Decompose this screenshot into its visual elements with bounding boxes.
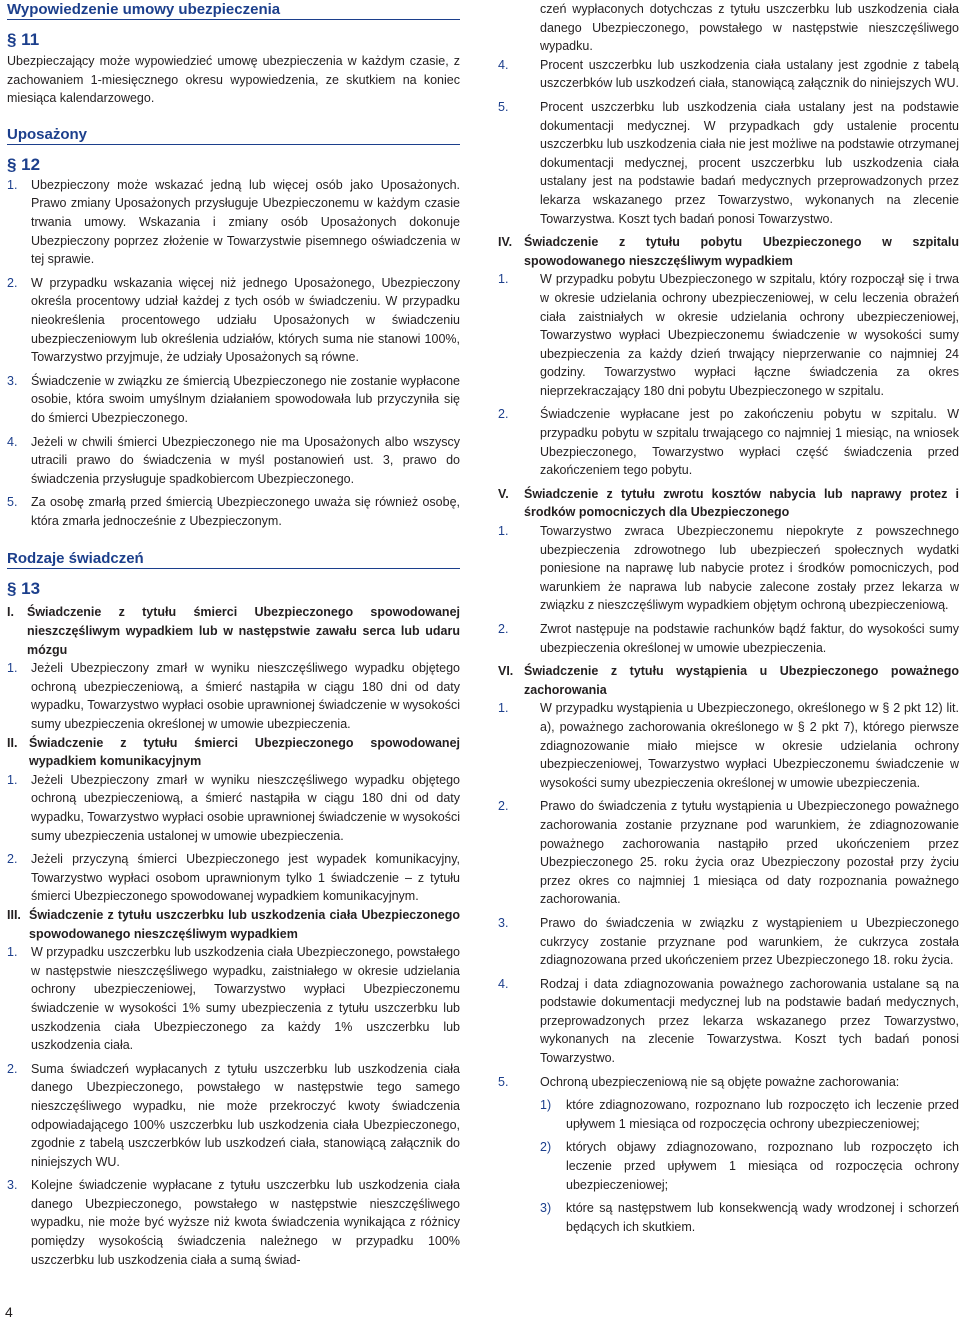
sub-list-item-number: 3): [540, 1201, 552, 1216]
list-item: [498, 1073, 959, 1092]
list-item-number: 2.: [7, 1061, 18, 1076]
list-item: [498, 56, 959, 93]
list-item-text: czeń wypłaconych dotychczas z tytułu uszczerbku lub uszkodzenia ciała danego Ubezpieczonego, powstałego w następstwie nieszczęśliwego wypadku.: [540, 2, 959, 54]
list-item-number: 2.: [498, 622, 509, 636]
list-item-text: Jeżeli Ubezpieczony zmarł w wyniku nieszczęśliwego wypadku objętego ochroną ubezpieczeniową, a śmierć nastąpiła w ciągu 180 dni od daty wypadku, Towarzystwo wypłaci osobie uprawnionej świadczenie w wysokości sumy ubezpieczenia ustalonej w umowie ubezpieczenia.: [31, 772, 460, 843]
subsection-title: Świadczenie z tytułu wystąpienia u Ubezpieczonego poważnego zachorowania: [524, 664, 959, 697]
subsection-heading: [7, 603, 460, 659]
numbered-list: [498, 270, 959, 480]
subsection-heading: [498, 485, 959, 522]
list-item-text: Rodzaj i data zdiagnozowania poważnego zachorowania ustalane są na podstawie dokumentacji medycznej lub na podstawie badań medycznych, przeprowadzonych przez lekarza wskazanego przez Towarzystwo, wykonanych na zlecenie Towarzystwa. Koszt tych badań ponosi Towarzystwo.: [540, 976, 959, 1066]
right-column: [498, 0, 959, 1236]
numbered-list: [498, 699, 959, 1091]
numbered-list: [7, 771, 460, 906]
list-item-number: 3.: [7, 1178, 18, 1193]
list-item-text: Świadczenie w związku ze śmiercią Ubezpieczonego nie zostanie wypłacone osobie, która swoim umyślnym działaniem spowodowała lub przyczyniła się do śmierci Ubezpieczonego.: [31, 373, 460, 425]
numbered-list: [7, 176, 460, 531]
subsection-title: Świadczenie z tytułu śmierci Ubezpieczonego spowodowanej nieszczęśliwym wypadkiem lub w następstwie zawału serca lub udaru mózgu: [27, 605, 460, 657]
list-item-number: 2.: [498, 407, 509, 422]
sub-list: [498, 1096, 959, 1236]
list-item-number: 2.: [7, 852, 18, 867]
left-column: [7, 0, 460, 1269]
list-item-text: Prawo do świadczenia w związku z wystąpieniem u Ubezpieczonego cukrzycy zostanie przyznane pod warunkiem, że cukrzyca została zdiagnozowana przed ukończeniem przez Ubezpieczonego 18. roku życia.: [540, 915, 959, 968]
list-item-text: Jeżeli przyczyną śmierci Ubezpieczonego jest wypadek komunikacyjny, Towarzystwo wypłaci osobom uprawnionym tylko 1 świadczenie – z tytułu śmierci Ubezpieczonego spowodowanej wypadkiem komunikacyjnym.: [31, 852, 460, 904]
sub-list-item-number: 2): [540, 1140, 552, 1155]
list-item-number: 1.: [498, 272, 509, 287]
list-item-number: 5.: [498, 99, 509, 114]
list-item-number: 2.: [7, 275, 18, 290]
sub-list-item: [540, 1096, 959, 1133]
roman-numeral: II.: [7, 735, 18, 750]
list-item-text: Zwrot następuje na podstawie rachunków bądź faktur, do wysokości sumy ubezpieczenia określonej w umowie ubezpieczenia.: [540, 622, 959, 655]
list-item-text: Kolejne świadczenie wypłacane z tytułu uszczerbku lub uszkodzenia ciała danego Ubezpieczonego, powstałego w następstwie nieszczęśliwego wypadku, nie może być wyższe niż kwota świadczenia wynikająca z różnicy pomiędzy wysokością świadczenia należnego w przypadku 100% uszczerbku lub uszkodzenia ciała a sumą świad-: [31, 1178, 460, 1267]
list-item-text: W przypadku pobytu Ubezpieczonego w szpitalu, który rozpoczął się i trwa w okresie udzielania ochrony ubezpieczeniowej, w celu leczenia obrażeń ciała zaistniałych w okresie udzielania ochrony ubezpieczeniowej, Towarzystwo wypłaci Ubezpieczonemu świadczenie w wysokości sumy ubezpieczenia za każdy dzień trwający nieprzerwanie co najmniej 24 godziny. Towarzystwo wypłaci łączne świadczenia za okres nieprzekraczający 180 dni pobytu Ubezpieczonego w szpitalu.: [540, 272, 959, 398]
section-title: Wypowiedzenie umowy ubezpieczenia: [7, 1, 281, 18]
section-header-s11: [7, 0, 460, 20]
list-item-number: 3.: [498, 915, 509, 930]
list-item-text: Za osobę zmarłą przed śmiercią Ubezpieczonego uważa się również osobę, która zmarła jednocześnie z Ubezpieczonym.: [31, 495, 460, 528]
sub-list-item: [540, 1138, 959, 1194]
list-item-text: Prawo do świadczenia z tytułu wystąpienia u Ubezpieczonego poważnego zachorowania zostanie przyznane pod warunkiem, że zdiagnozowanie poważnego zachorowania nastąpiło przed ukończeniem przez Ubezpieczonego 25. roku życia oraz Ubezpieczony pozostał przy życiu przez okres co najmniej 1 miesiąca od daty rozpoznania poważnego zachorowania.: [540, 799, 959, 907]
subsection-heading: [498, 233, 959, 270]
paragraph-number: § 11: [7, 30, 40, 49]
list-item: [7, 771, 460, 845]
list-item: [7, 372, 460, 428]
list-item-number: 3.: [7, 373, 18, 388]
list-item-text: Towarzystwo zwraca Ubezpieczonemu niepokryte z powszechnego ubezpieczenia zdrowotnego lub ubezpieczeń społecznych wydatki poniesione na naprawę lub nabycie protez i środków pomocniczych, pod warunkiem że naprawa lub nabycie zalecone zostały przez lekarza w związku z nieszczęśliwym wypadkiem objętym ochroną ubezpieczeniową.: [540, 524, 959, 613]
list-item-text: Jeżeli w chwili śmierci Ubezpieczonego nie ma Uposażonych albo wszyscy utracili prawo do świadczenia w myśl postanowień ust. 3, prawo do świadczenia przysługuje spadkobiercom Ubezpieczonego.: [31, 434, 460, 486]
section-header-s13: [7, 549, 460, 569]
subsection-title: Świadczenie z tytułu zwrotu kosztów nabycia lub naprawy protez i środków pomocniczych dla Ubezpieczonego: [524, 486, 959, 520]
list-item: [498, 98, 959, 228]
subsection-title: Świadczenie z tytułu pobytu Ubezpieczonego w szpitalu spowodowanego nieszczęśliwym wypadkiem: [524, 235, 959, 268]
list-item: [498, 797, 959, 909]
list-item-text: W przypadku uszczerbku lub uszkodzenia ciała Ubezpieczonego, powstałego w następstwie nieszczęśliwego wypadku, zaistniałego w okresie udzielania ochrony ubezpieczeniowej, Towarzystwo wypłaci Ubezpieczonemu świadczenie w wysokości 1% sumy ubezpieczenia z tytułu uszczerbku lub uszkodzenia ciała Ubezpieczonego za każdy 1% uszczerbku lub uszkodzenia ciała.: [31, 945, 460, 1053]
list-item: [7, 1176, 460, 1269]
list-item: [498, 975, 959, 1068]
numbered-list: [7, 659, 460, 733]
list-item-text: Ochroną ubezpieczeniową nie są objęte poważne zachorowania:: [540, 1074, 900, 1089]
paragraph-text: Ubezpieczający może wypowiedzieć umowę ubezpieczenia w każdym czasie, z zachowaniem 1-miesięcznego okresu wypowiedzenia, ze skutkiem na koniec miesiąca kalendarzowego.: [7, 54, 460, 106]
section-title: Uposażony: [7, 125, 88, 143]
page-number: 4: [5, 1304, 13, 1320]
subsection-heading: [498, 662, 959, 699]
roman-numeral: IV.: [498, 235, 513, 250]
section-title: Rodzaje świadczeń: [7, 550, 144, 568]
paragraph-number: § 12: [7, 154, 41, 174]
list-item-number: 1.: [7, 945, 18, 960]
roman-numeral: V.: [498, 486, 509, 501]
list-item-text: W przypadku wskazania więcej niż jednego Uposażonego, Ubezpieczony określa procentowy udział każdej z tych osób w świadczeniu. W przypadku nieokreślenia procentowego udziału Uposażonych w świadczeniu ubezpieczeniowym lub określenia udziałów, których suma nie stanowi 100%, Towarzystwo przyjmuje, że udziały Uposażonych są równe.: [31, 275, 460, 365]
sub-list-item-text: które zdiagnozowano, rozpoznano lub rozpoczęto ich leczenie przed upływem 1 miesiąca od rozpoczęcia ochrony ubezpieczeniowej;: [566, 1098, 959, 1131]
list-item-number: 1.: [7, 177, 18, 192]
subsection-title: Świadczenie z tytułu uszczerbku lub uszkodzenia ciała Ubezpieczonego spowodowanego nieszczęśliwym wypadkiem: [29, 907, 460, 941]
list-item: [7, 176, 460, 269]
numbered-list: [498, 56, 959, 228]
list-item-number: 1.: [498, 701, 509, 716]
subsection-heading: [7, 734, 460, 771]
list-item-continuation: [498, 0, 959, 56]
list-item: [498, 620, 959, 657]
list-item: [498, 405, 959, 479]
list-item-number: 1.: [7, 661, 18, 676]
list-item-text: Suma świadczeń wypłacanych z tytułu uszczerbku lub uszkodzenia ciała danego Ubezpieczonego, powstałego w następstwie tego samego nieszczęśliwego wypadku, nie może przekroczyć kwoty świadczenia odpowiadającego 100% uszczerbku lub uszkodzenia ciała Ubezpieczonego, zgodnie z tabelą uszczerbków lub uszkodzeń ciała, stanowiącą załącznik do niniejszych WU.: [31, 1061, 460, 1169]
list-item-number: 4.: [498, 976, 509, 991]
list-item-number: 1.: [498, 524, 509, 539]
list-item: [7, 1060, 460, 1172]
sub-list-item-number: 1): [540, 1098, 552, 1113]
list-item: [7, 433, 460, 489]
list-item-number: 2.: [498, 799, 509, 814]
list-item: [7, 274, 460, 367]
list-item: [7, 659, 460, 733]
sub-list-item-text: których objawy zdiagnozowano, rozpoznano lub rozpoczęto ich leczenie przed upływem 1 miesiąca od rozpoczęcia ochrony ubezpieczeniowej;: [566, 1140, 959, 1192]
paragraph-number: § 13: [7, 579, 41, 599]
list-item-number: 1.: [7, 772, 18, 787]
numbered-list: [498, 522, 959, 657]
roman-numeral: III.: [7, 907, 21, 922]
list-item: [498, 270, 959, 400]
roman-numeral: I.: [7, 605, 14, 620]
sub-list-item-text: które są następstwem lub konsekwencją wady wrodzonej i schorzeń będących ich skutkiem.: [566, 1201, 959, 1234]
list-item-text: Ubezpieczony może wskazać jedną lub więcej osób jako Uposażonych. Prawo zmiany Uposażonych przysługuje Ubezpieczonemu w każdym czasie trwania umowy. Wskazania i zmiany osób Uposażonych dokonuje Ubezpieczony poprzez złożenie w Towarzystwie pisemnego oświadczenia w tej sprawie.: [31, 177, 460, 267]
list-item: [7, 493, 460, 530]
sub-list-item: [540, 1199, 959, 1236]
list-item: [498, 699, 959, 792]
numbered-list: [7, 943, 460, 1269]
list-item-text: Procent uszczerbku lub uszkodzenia ciała ustalany jest na podstawie dokumentacji medycznej. W przypadkach gdy ustalenie procentu uszczerbku lub uszkodzenia ciała nie jest możliwe na podstawie otrzymanej dokumentacji medycznej, procent uszczerbku lub uszkodzenia ciała ustalany jest na podstawie badań medycznych przeprowadzonych przez lekarza wskazanego przez Towarzystwo, wykonanych na zlecenie Towarzystwa. Koszt tych badań ponosi Towarzystwo.: [540, 99, 959, 226]
list-item-text: W przypadku wystąpienia u Ubezpieczonego, określonego w § 2 pkt 12) lit. a), poważnego zachorowania określonego w § 2 pkt 7), którego pierwsze zdiagnozowanie miało miejsce w okresie udzielania ochrony ubezpieczeniowej, Towarzystwo wypłaci Ubezpieczonemu świadczenie w wysokości sumy ubezpieczenia określonej w umowie ubezpieczenia.: [540, 701, 959, 790]
section-header-s12: [7, 125, 460, 145]
list-item-text: Procent uszczerbku lub uszkodzenia ciała ustalany jest zgodnie z tabelą uszczerbków lub uszkodzeń ciała, stanowiącą załącznik do niniejszych WU.: [540, 57, 959, 91]
list-item: [7, 850, 460, 906]
list-item: [498, 522, 959, 615]
list-item-number: 4.: [498, 57, 509, 72]
roman-numeral: VI.: [498, 664, 514, 679]
subsection-heading: [7, 906, 460, 943]
list-item: [498, 914, 959, 970]
list-item-number: 5.: [498, 1074, 509, 1089]
list-item-number: 5.: [7, 495, 18, 510]
list-item-text: Jeżeli Ubezpieczony zmarł w wyniku nieszczęśliwego wypadku objętego ochroną ubezpieczeniową, a śmierć nastąpiła w ciągu 180 dni od daty wypadku, Towarzystwo wypłaci osobie uprawnionej świadczenie w wysokości sumy ubezpieczenia określonej w umowie ubezpieczenia.: [31, 661, 460, 732]
list-item-text: Świadczenie wypłacane jest po zakończeniu pobytu w szpitalu. W przypadku pobytu w szpitalu trwającego co najmniej 1 miesiąc, na wniosek Ubezpieczonego, Towarzystwo wypłaci część świadczenia przed zakończeniem tego pobytu.: [540, 407, 959, 478]
list-item: [7, 943, 460, 1055]
subsection-title: Świadczenie z tytułu śmierci Ubezpieczonego spowodowanej wypadkiem komunikacyjnym: [29, 735, 460, 769]
list-item-number: 4.: [7, 434, 18, 449]
